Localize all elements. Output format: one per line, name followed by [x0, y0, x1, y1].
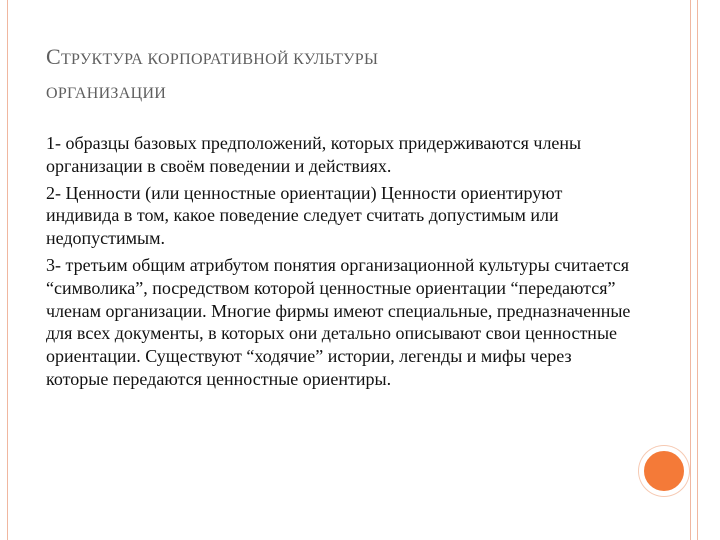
paragraph-3: 3- третьим общим атрибутом понятия организационной культуры считается “символика”, посредством которой ценностные ориентации “передаются” членам организации. Многие фирмы имеют специальные, предназначенные для всех документы, в которых они детально описывают свои ценностные ориентации. Существуют “ходячие” истории, легенды и мифы через которые передаются ценностные ориентиры. [46, 254, 631, 389]
title-line-1 [46, 40, 646, 77]
title-line-1-text: ТРУКТУРА КОРПОРАТИВНОЙ КУЛЬТУРЫ [60, 51, 379, 68]
title-initial-capital: С [46, 44, 61, 69]
right-border-line [690, 0, 691, 540]
paragraph-2: 2- Ценности (или ценностные ориентации) Ценности ориентируют индивида в том, какое поведение следует считать допустимым или недопустимым. [46, 182, 563, 249]
left-border-line [7, 0, 8, 540]
right-border-line-outer [697, 0, 698, 540]
title-line-2: ОРГАНИЗАЦИИ [46, 85, 167, 102]
accent-circle-decoration [639, 446, 689, 496]
paragraph-1: 1- образцы базовых предположений, которых придерживаются члены организации в своём поведении и действиях. [46, 133, 582, 176]
slide-body [46, 132, 636, 395]
slide-title [46, 40, 646, 111]
